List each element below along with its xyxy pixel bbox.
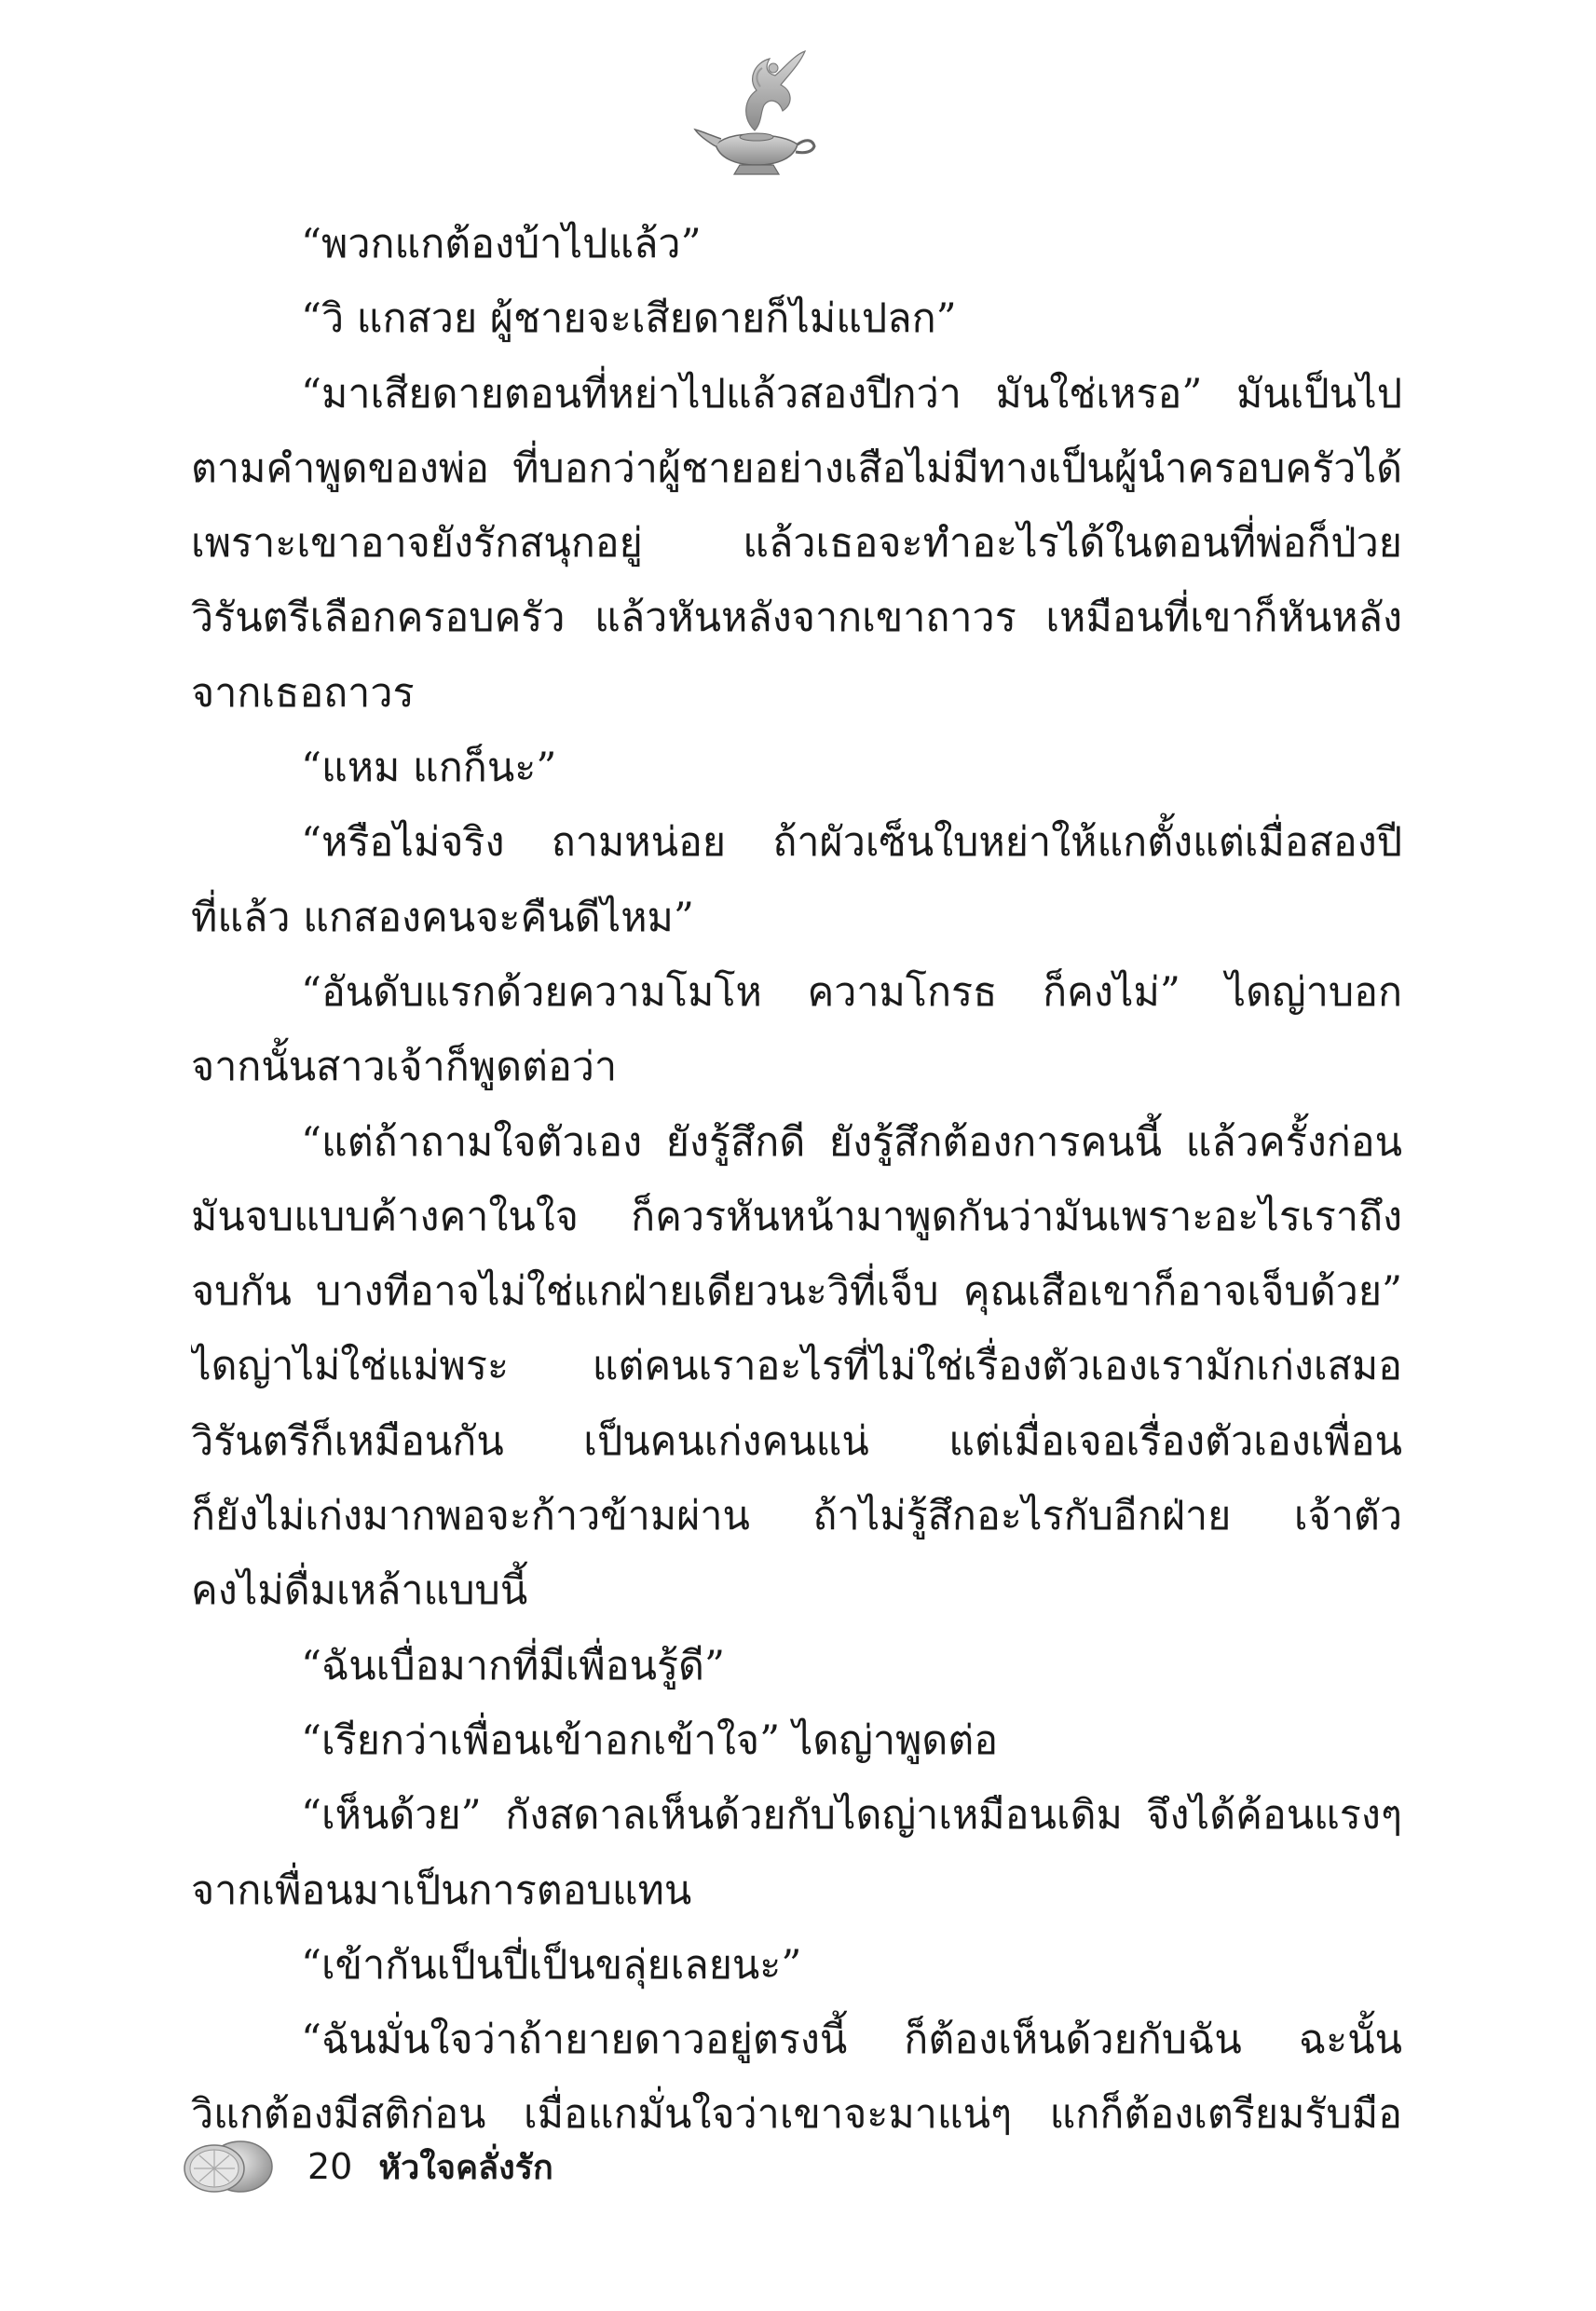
text-line: ตามคำพูดของพ่อ ที่บอกว่าผู้ชายอย่างเสือไม่มีทางเป็นผู้นำครอบครัวได้ <box>191 444 1402 492</box>
story-text <box>191 207 1402 2153</box>
book-title: หัวใจคลั่งรัก <box>378 2148 553 2187</box>
text-line: “วิ แกสวย ผู้ชายจะเสียดายก็ไม่แปลก” <box>301 295 957 343</box>
text-line: “เห็นด้วย” กังสดาลเห็นด้วยกับไดญ่าเหมือนเดิม จึงได้ค้อนแรงๆ <box>301 1792 1402 1839</box>
text-line: เพราะเขาอาจยังรักสนุกอยู่ แล้วเธอจะทำอะไรได้ในตอนที่พ่อก็ป่วย <box>191 520 1402 567</box>
genie-lamp-icon <box>689 42 820 182</box>
text-line: จากเธอถาวร <box>191 669 415 717</box>
text-line: มันจบแบบค้างคาในใจ ก็ควรหันหน้ามาพูดกันว่ามันเพราะอะไรเราถึง <box>191 1193 1402 1240</box>
text-line: “แหม แกก็นะ” <box>301 745 557 792</box>
text-line: “อันดับแรกด้วยความโมโห ความโกรธ ก็คงไม่” ไดญ่าบอก <box>301 968 1402 1016</box>
text-line: “มาเสียดายตอนที่หย่าไปแล้วสองปีกว่า มันใช่เหรอ” มันเป็นไป <box>301 370 1402 417</box>
text-line: “เรียกว่าเพื่อนเข้าอกเข้าใจ” ไดญ่าพูดต่อ <box>301 1716 999 1764</box>
page-number: 20 <box>307 2146 353 2187</box>
text-line: “ฉันมั่นใจว่าถ้ายายดาวอยู่ตรงนี้ ก็ต้องเห็นด้วยกับฉัน ฉะนั้น <box>301 2017 1402 2064</box>
text-line: ก็ยังไม่เก่งมากพอจะก้าวข้ามผ่าน ถ้าไม่รู้สึกอะไรกับอีกฝ่าย เจ้าตัว <box>191 1493 1402 1540</box>
orange-slice-icon <box>177 2139 280 2195</box>
text-line: จากเพื่อนมาเป็นการตอบแทน <box>191 1867 692 1914</box>
text-line: “ฉันเบื่อมากที่มีเพื่อนรู้ดี” <box>301 1642 725 1689</box>
text-line: วิรันตรีก็เหมือนกัน เป็นคนเก่งคนแน่ แต่เมื่อเจอเรื่องตัวเองเพื่อน <box>191 1417 1402 1465</box>
text-line: “หรือไม่จริง ถามหน่อย ถ้าผัวเซ็นใบหย่าให้แกตั้งแต่เมื่อสองปี <box>301 819 1402 867</box>
text-line: “พวกแกต้องบ้าไปแล้ว” <box>301 221 702 267</box>
text-line: จบกัน บางทีอาจไม่ใช่แกฝ่ายเดียวนะวิที่เจ็บ คุณเสือเขาก็อาจเจ็บด้วย” <box>191 1268 1402 1316</box>
text-line: ไดญ่าไม่ใช่แม่พระ แต่คนเราอะไรที่ไม่ใช่เรื่องตัวเองเรามักเก่งเสมอ <box>191 1343 1402 1390</box>
text-line: “แต่ถ้าถามใจตัวเอง ยังรู้สึกดี ยังรู้สึกต้องการคนนี้ แล้วครั้งก่อน <box>301 1118 1402 1166</box>
text-line: คงไม่ดื่มเหล้าแบบนี้ <box>191 1567 528 1615</box>
text-line: วิแกต้องมีสติก่อน เมื่อแกมั่นใจว่าเขาจะมาแน่ๆ แกก็ต้องเตรียมรับมือ <box>191 2091 1402 2139</box>
text-line: จากนั้นสาวเจ้าก็พูดต่อว่า <box>191 1044 618 1091</box>
text-line: ที่แล้ว แกสองคนจะคืนดีไหม” <box>191 894 694 941</box>
text-line: “เข้ากันเป็นปี่เป็นขลุ่ยเลยนะ” <box>301 1941 802 1989</box>
page-footer <box>177 2134 553 2199</box>
text-line: วิรันตรีเลือกครอบครัว แล้วหันหลังจากเขาถาวร เหมือนที่เขาก็หันหลัง <box>191 595 1402 642</box>
